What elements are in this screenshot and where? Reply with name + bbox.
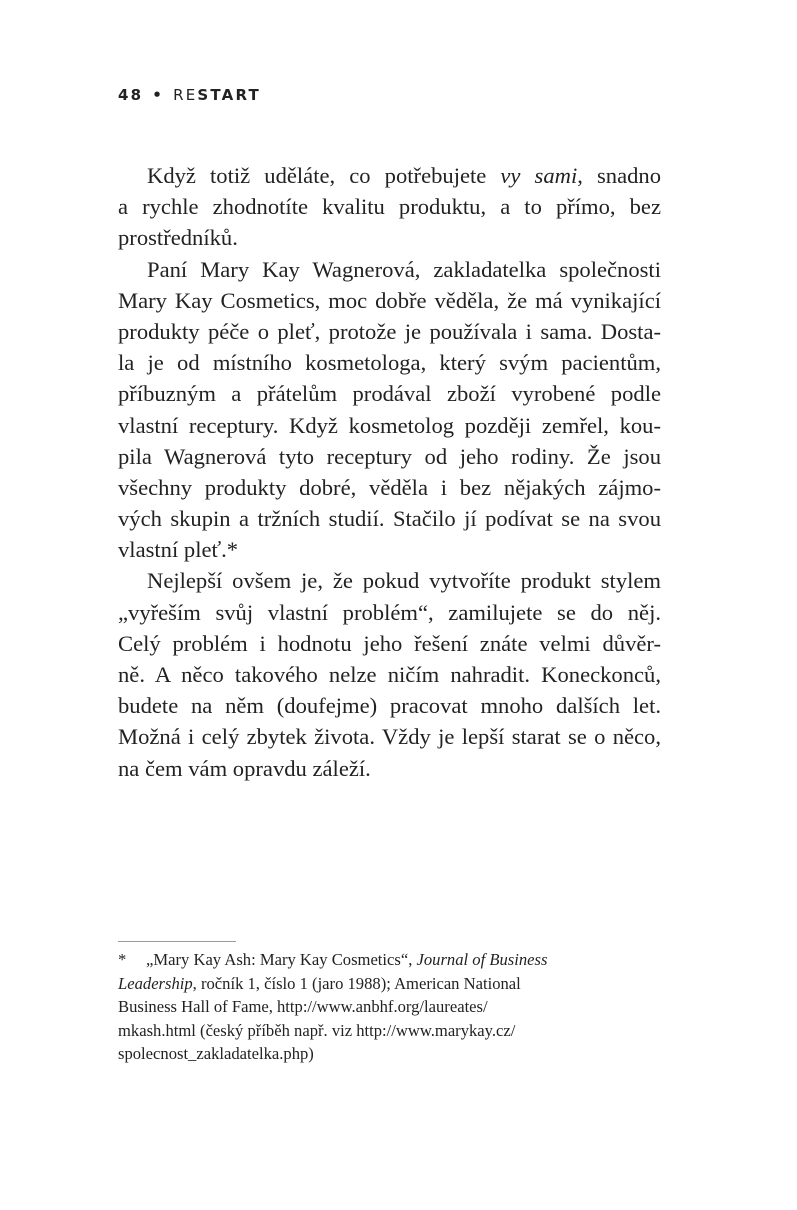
text-line [118,721,661,752]
text-line [118,378,661,409]
text-line [118,503,661,534]
paragraph [118,160,661,254]
footnote-divider [118,941,236,942]
italic-text: vy sami [500,163,578,188]
text-line [118,347,661,378]
text-run: Business Hall of Fame, http://www.anbhf.org/laureates/ [118,997,488,1017]
paragraph [118,565,661,783]
italic-text: Leadership [118,973,193,993]
text-run: Mary Kay Cosmetics, moc dobře věděla, že má vynikající [118,287,661,313]
paragraph [118,254,661,566]
text-run: vlastní pleť.* [118,537,239,563]
text-line [118,254,661,285]
footnote-line [118,995,598,1019]
separator-bullet: • [152,86,165,104]
text-run: ně. A něco takového nelze ničím nahradit. Koneckonců, [118,662,661,687]
text-line [118,160,661,191]
book-title-light: RE [173,86,198,104]
text-line [118,191,661,222]
text-run: , ročník 1, číslo 1 (jaro 1988); American National [192,973,521,993]
footnote-marker: * [118,950,127,969]
text-run: na čem vám opravdu záleží. [118,755,371,781]
text-run: Nejlepší ovšem je, že pokud vytvoříte produkt stylem [147,568,661,594]
text-run: budete na něm (doufejme) pracovat mnoho dalších let. [118,693,661,719]
footnote [118,948,598,1066]
running-head [118,86,261,104]
text-run: vých skupin a tržních studií. Stačilo jí podívat se na svou [118,506,661,532]
text-line [118,597,661,628]
text-run: Paní Mary Kay Wagnerová, zakladatelka společnosti [147,256,661,282]
text-line [118,316,661,347]
footnote-line [118,1042,598,1066]
text-run: vlastní receptury. Když kosmetolog později zemřel, kou- [118,412,661,438]
text-run: „vyřeším svůj vlastní problém“, zamilujete se do něj. [118,599,661,625]
text-line [118,565,661,596]
book-title-bold: START [197,86,261,104]
text-line [118,534,661,565]
text-line [118,628,661,659]
text-run: spolecnost_zakladatelka.php) [118,1044,314,1064]
footnote-line [118,972,598,996]
text-run: produkty péče o pleť, protože je používala i sama. Dosta- [118,318,661,344]
page-number: 48 [118,86,144,104]
text-line [118,441,661,472]
text-line [118,690,661,721]
text-run: prostředníků. [118,225,238,251]
text-run: Možná i celý zbytek života. Vždy je lepší starat se o něco, [118,724,661,750]
text-run: a rychle zhodnotíte kvalitu produktu, a to přímo, bez [118,194,661,220]
text-run: , snadno [577,163,662,188]
text-run: „Mary Kay Ash: Mary Kay Cosmetics“, [146,950,417,969]
text-line [118,753,661,784]
text-run: la je od místního kosmetologa, který svým pacientům, [118,350,661,376]
body-text [118,160,661,784]
text-run: mkash.html (český příběh např. viz http://www.marykay.cz/ [118,1020,516,1040]
footnote-line [118,1019,598,1043]
text-run: Celý problém i hodnotu jeho řešení znáte velmi důvěr- [118,630,661,656]
footnote-line [118,948,598,972]
text-line [118,222,661,253]
text-line [118,659,661,690]
text-run: příbuzným a přátelům prodával zboží vyrobené podle [118,381,661,407]
italic-text: Journal of Business [416,950,548,969]
text-run: pila Wagnerová tyto receptury od jeho rodiny. Že jsou [118,443,661,469]
text-run: všechny produkty dobré, věděla i bez nějakých zájmo- [118,474,661,500]
text-line [118,410,661,441]
text-line [118,285,661,316]
text-line [118,472,661,503]
text-run: Když totiž uděláte, co potřebujete [147,163,501,188]
